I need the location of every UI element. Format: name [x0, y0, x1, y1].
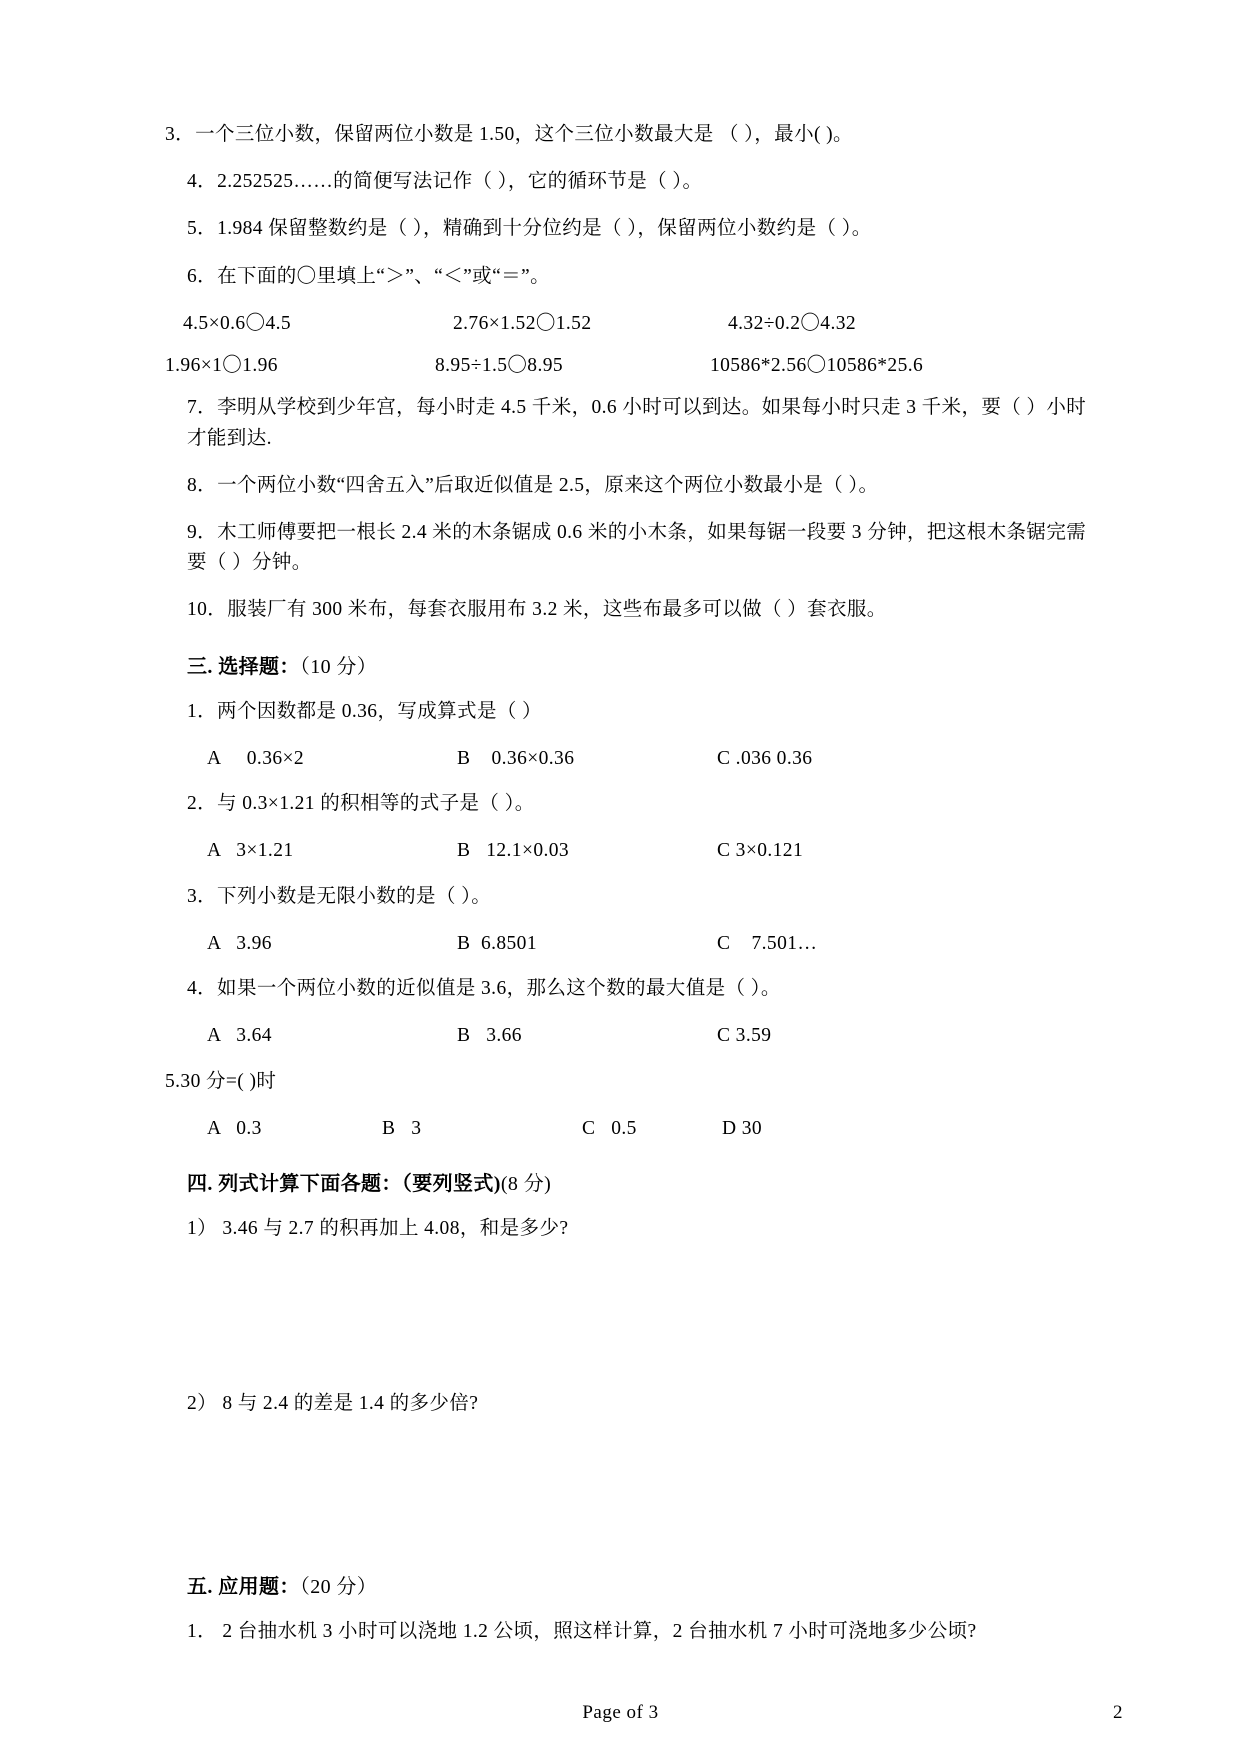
question-8-num: 8． — [187, 474, 218, 496]
section-three-title: 三. 选择题： — [187, 655, 300, 678]
question-3 — [165, 120, 1091, 150]
choice-question-3: 3．下列小数是无限小数的是（ ）。 — [187, 885, 492, 907]
question-9-body: 木工师傅要把一根长 2.4 米的木条锯成 0.6 米的小木条，如果每锯一段要 3 分钟，把这根木条锯完需要（ ）分钟。 — [187, 522, 1087, 574]
choice-question-2: 2．与 0.3×1.21 的积相等的式子是（ ）。 — [187, 793, 535, 815]
question-6-body: 在下面的〇里填上“＞”、“＜”或“＝”。 — [217, 265, 550, 287]
section-four-item-2: 2） 8 与 2.4 的差是 1.4 的多少倍? — [187, 1393, 479, 1415]
question-4 — [187, 167, 1091, 197]
choice-3-c[interactable]: C 7.501… — [717, 932, 818, 954]
compare-expr-1c: 4.32÷0.2〇4.32 — [728, 312, 857, 334]
choice-options-2 — [165, 836, 1091, 865]
choice-question-1: 1．两个因数都是 0.36，写成算式是（ ） — [187, 700, 542, 722]
question-7 — [187, 393, 1091, 453]
question-8-body: 一个两位小数“四舍五入”后取近似值是 2.5，原来这个两位小数最小是（ ）。 — [217, 474, 879, 496]
choice-4-a[interactable]: A 3.64 — [207, 1025, 272, 1047]
choice-options-1 — [165, 744, 1091, 773]
question-5 — [187, 214, 1091, 244]
choice-1-b[interactable]: B 0.36×0.36 — [457, 747, 575, 769]
compare-expr-2c: 10586*2.56〇10586*25.6 — [710, 355, 924, 377]
choice-options-5 — [165, 1114, 1091, 1143]
compare-expr-1b: 2.76×1.52〇1.52 — [453, 312, 592, 334]
section-five-heading — [165, 1570, 1091, 1599]
compare-row-1 — [165, 309, 1091, 338]
choice-question-4: 4．如果一个两位小数的近似值是 3.6，那么这个数的最大值是（ ）。 — [187, 978, 781, 1000]
choice-2-b[interactable]: B 12.1×0.03 — [457, 840, 570, 862]
section-four-heading — [165, 1167, 1091, 1196]
choice-question-5: 5.30 分=( )时 — [165, 1070, 277, 1092]
question-4-body: 2.252525……的简便写法记作（ ），它的循环节是（ ）。 — [217, 171, 703, 193]
compare-expr-2a: 1.96×1〇1.96 — [165, 355, 278, 377]
question-3-body: 一个三位小数，保留两位小数是 1.50，这个三位小数最大是 （ ），最小( )。 — [195, 124, 853, 145]
choice-5-d[interactable]: D 30 — [722, 1117, 763, 1139]
choice-5-c[interactable]: C 0.5 — [582, 1117, 637, 1139]
section-three-heading — [165, 650, 1091, 679]
section-three-score: （10 分） — [299, 655, 378, 678]
section-five-item-1: 1． 2 台抽水机 3 小时可以浇地 1.2 公顷，照这样计算，2 台抽水机 7 小时可浇地多少公顷? — [187, 1621, 977, 1643]
choice-4-b[interactable]: B 3.66 — [457, 1025, 522, 1047]
section-four-score: (8 分) — [500, 1173, 552, 1196]
choice-options-4 — [165, 1021, 1091, 1050]
choice-1-c[interactable]: C .036 0.36 — [717, 747, 813, 769]
section-five-title: 五. 应用题： — [187, 1576, 300, 1599]
question-7-body: 李明从学校到少年宫，每小时走 4.5 千米，0.6 小时可以到达。如果每小时只走 3 千米，要（ ）小时才能到达. — [187, 397, 1087, 449]
section-four-item-1: 1） 3.46 与 2.7 的积再加上 4.08，和是多少? — [187, 1218, 569, 1240]
question-9 — [187, 518, 1091, 578]
question-5-body: 1.984 保留整数约是（ ），精确到十分位约是（ ），保留两位小数约是（ ）。 — [217, 218, 872, 240]
question-8 — [187, 471, 1091, 501]
choice-options-3 — [165, 929, 1091, 958]
section-five-score: （20 分） — [299, 1576, 378, 1599]
answer-space-2[interactable] — [165, 1436, 1091, 1546]
question-10 — [187, 595, 1091, 625]
question-10-body: 服装厂有 300 米布，每套衣服用布 3.2 米，这些布最多可以做（ ）套衣服。 — [227, 599, 887, 621]
question-9-num: 9． — [187, 522, 218, 544]
choice-5-b[interactable]: B 3 — [382, 1117, 422, 1139]
question-10-num: 10． — [187, 599, 228, 621]
choice-2-a[interactable]: A 3×1.21 — [207, 840, 294, 862]
question-5-num: 5． — [187, 218, 218, 240]
question-4-num: 4． — [187, 171, 218, 193]
choice-3-b[interactable]: B 6.8501 — [457, 932, 537, 954]
answer-space-1[interactable] — [165, 1261, 1091, 1389]
choice-1-a[interactable]: A 0.36×2 — [207, 747, 305, 769]
compare-expr-2b: 8.95÷1.5〇8.95 — [435, 355, 564, 377]
compare-row-2 — [165, 351, 1091, 380]
choice-5-a[interactable]: A 0.3 — [207, 1117, 262, 1139]
question-6-num: 6． — [187, 265, 218, 287]
choice-3-a[interactable]: A 3.96 — [207, 932, 272, 954]
choice-2-c[interactable]: C 3×0.121 — [717, 840, 804, 862]
question-6 — [187, 262, 1091, 292]
compare-expr-1a: 4.5×0.6〇4.5 — [183, 312, 292, 334]
choice-4-c[interactable]: C 3.59 — [717, 1025, 772, 1047]
footer-page-label: Page of 3 — [582, 1702, 659, 1723]
question-3-text: 3． — [165, 124, 196, 145]
footer-page-number: 2 — [1113, 1702, 1123, 1723]
section-four-title: 四. 列式计算下面各题：（要列竖式) — [187, 1173, 501, 1196]
question-7-num: 7． — [187, 397, 218, 419]
